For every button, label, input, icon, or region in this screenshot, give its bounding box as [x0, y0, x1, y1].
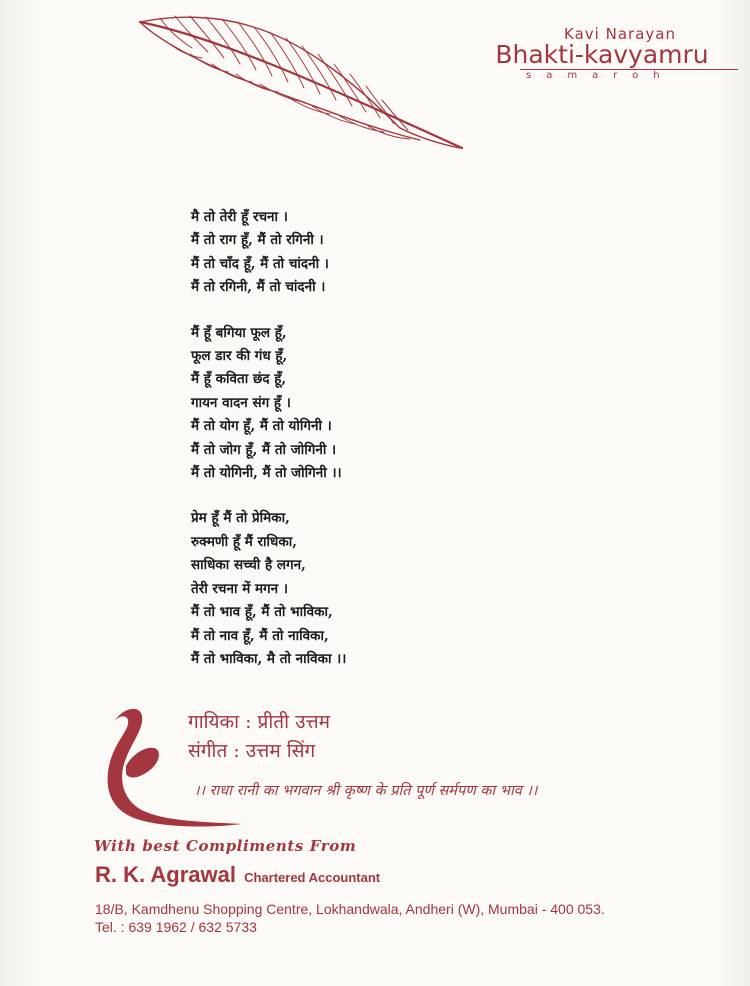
poem-stanza-3 — [191, 507, 346, 671]
music-credit: संगीत : उत्तम सिंग — [188, 740, 316, 762]
poem-line: मैं तो रगिनी, मैं तो चांदनी । — [191, 279, 326, 296]
feather-quill-icon — [100, 8, 470, 156]
poem-line: साधिका सच्ची है लगन, — [191, 557, 306, 574]
brand-logo — [466, 26, 738, 82]
compliments-line: With best Compliments From — [94, 837, 357, 855]
credits — [188, 708, 330, 766]
firm-phone: Tel. : 639 1962 / 632 5733 — [95, 919, 257, 935]
poem — [191, 206, 346, 693]
poem-line: मैं तो नाव हूँ, मैं तो नाविका, — [191, 627, 329, 644]
tagline: ।। राधा रानी का भगवान श्री कृष्ण के प्रति पूर्ण सर्मपण का भाव ।। — [194, 783, 538, 799]
poem-line: मैं तो योग हूँ, मैं तो योगिनी । — [191, 418, 332, 435]
poem-line: रुक्मणी हूँ मैं राधिका, — [191, 533, 297, 550]
firm-name: R. K. Agrawal — [95, 862, 236, 887]
brand-bottom-text: samaroh — [526, 70, 675, 81]
poem-line: फूल डार की गंध हूँ, — [191, 348, 288, 365]
poem-stanza-2 — [191, 322, 346, 486]
singer-credit: गायिका : प्रीती उत्तम — [188, 711, 330, 733]
poem-line: मैं तो जोग हूँ, मैं तो जोगिनी । — [191, 441, 337, 458]
firm-address: 18/B, Kamdhenu Shopping Centre, Lokhandwala, Andheri (W), Mumbai - 400 053. — [95, 901, 605, 917]
poem-line: मैं तो चाँद हूँ, मैं तो चांदनी । — [191, 255, 329, 272]
poem-stanza-1 — [191, 206, 346, 300]
poem-line: मैं तो योगिनी, मैं तो जोगिनी ।। — [191, 465, 342, 482]
poem-line: गायन वादन संग हूँ । — [191, 394, 291, 411]
poem-line: मै तो तेरी हूँ रचना । — [191, 209, 288, 225]
poem-line: मैं तो भाव हूँ, मैं तो भाविका, — [191, 604, 333, 621]
poem-line: मैं हूँ कविता छंद हूँ, — [191, 371, 287, 388]
poem-line: मैं तो भाविका, मै तो नाविका ।। — [191, 650, 347, 667]
poem-line: प्रेम हूँ मैं तो प्रेमिका, — [191, 510, 290, 527]
firm-block — [95, 862, 380, 888]
poem-line: मैं तो राग हूँ, मैं तो रगिनी । — [191, 232, 324, 249]
brand-top-text: Kavi Narayan — [564, 25, 676, 43]
firm-title: Chartered Accountant — [244, 870, 381, 885]
poem-line: मैं हूँ बगिया फूल हूँ, — [191, 324, 287, 341]
poem-line: तेरी रचना में मगन । — [191, 580, 288, 597]
brand-main-text: Bhakti-kavyamru — [495, 40, 709, 69]
